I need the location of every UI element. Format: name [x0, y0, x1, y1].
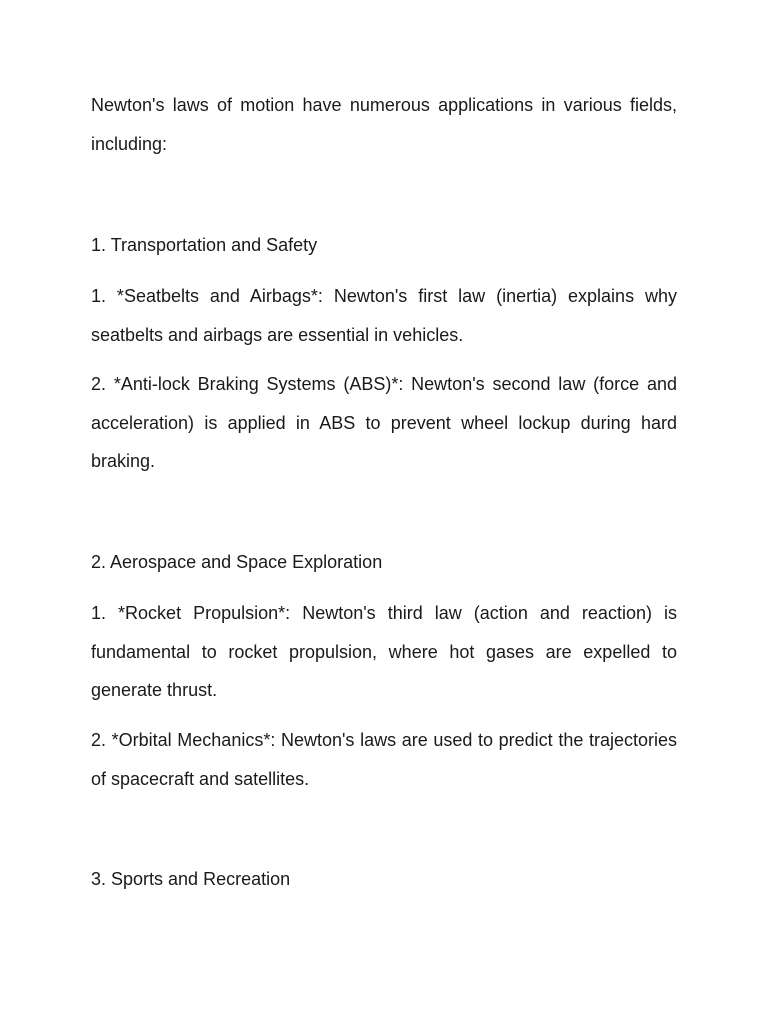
list-item-orbital-mechanics: 2. *Orbital Mechanics*: Newton's laws are used to predict the trajectories of spacecraft and satellites.	[91, 730, 677, 789]
list-item-seatbelts: 1. *Seatbelts and Airbags*: Newton's first law (inertia) explains why seatbelts and airbags are essential in vehicles.	[91, 286, 677, 345]
section-heading-aerospace: 2. Aerospace and Space Exploration	[91, 552, 383, 572]
section-heading-sports: 3. Sports and Recreation	[91, 869, 291, 889]
section-heading-transportation: 1. Transportation and Safety	[91, 235, 318, 255]
intro-paragraph: Newton's laws of motion have numerous applications in various fields, including:	[91, 95, 677, 154]
list-item-abs: 2. *Anti-lock Braking Systems (ABS)*: Newton's second law (force and acceleration) is applied in ABS to prevent wheel lockup during hard braking.	[91, 374, 677, 471]
list-item-rocket-propulsion: 1. *Rocket Propulsion*: Newton's third law (action and reaction) is fundamental to rocket propulsion, where hot gases are expelled to generate thrust.	[91, 603, 677, 700]
